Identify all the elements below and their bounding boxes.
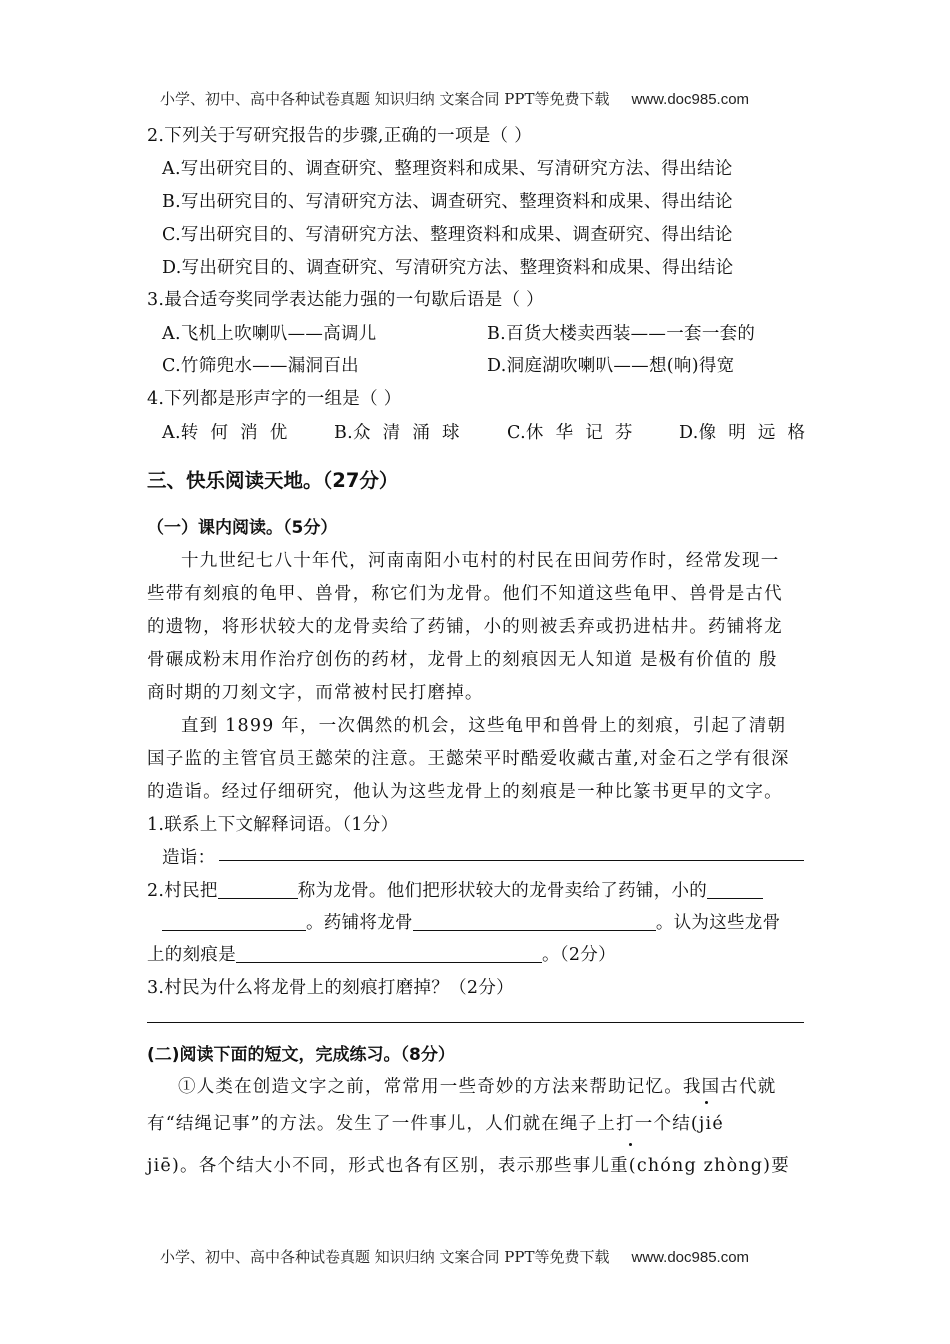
question-3-option-c: C.竹筛兜水——漏洞百出	[162, 356, 359, 376]
passage-2-line-1: ①人类在创造文字之前，常常用一些奇妙的方法来帮助记忆。我国古代就	[178, 1077, 777, 1097]
page-footer	[160, 1246, 749, 1267]
question-4-option-b: B.众 清 涌 球	[334, 423, 460, 443]
question-2-option-c: C.写出研究目的、写清研究方法、整理资料和成果、调查研究、得出结论	[162, 225, 733, 245]
q2-text-e: 上的刻痕是	[147, 945, 236, 965]
part-1-question-2-line-3	[147, 941, 616, 966]
q2-text-d: 。认为这些龙骨	[655, 913, 781, 933]
passage-1-line-7: 国子监的主管官员王懿荣的注意。王懿荣平时酷爱收藏古董,对金石之学有很深	[147, 749, 790, 769]
passage-1-line-2: 些带有刻痕的龟甲、兽骨，称它们为龙骨。他们不知道这些龟甲、兽骨是古代	[147, 584, 783, 604]
emphasis-dot-2	[629, 1143, 632, 1146]
question-3-option-d: D.洞庭湖吹喇叭——想(响)得宽	[487, 356, 735, 376]
question-2-option-b: B.写出研究目的、写清研究方法、调查研究、整理资料和成果、得出结论	[162, 192, 733, 212]
passage-2-line-3: jiē)。各个结大小不同，形式也各有区别，表示那些事儿重(chóng zhòng)要	[147, 1156, 790, 1176]
question-3-stem: 3.最合适夸奖同学表达能力强的一句歇后语是（ ）	[147, 290, 544, 310]
passage-2-line-2: 有“结绳记事”的方法。发生了一件事儿，人们就在绳子上打一个结(jié	[147, 1114, 724, 1134]
question-4-option-c: C.休 华 记 芬	[507, 423, 633, 443]
answer-blank-2b[interactable]	[162, 912, 306, 931]
passage-1-line-8: 的造诣。经过仔细研究，他认为这些龙骨上的刻痕是一种比篆书更早的文字。	[147, 782, 783, 802]
answer-blank-3[interactable]	[413, 912, 656, 931]
q2-text-a: 2.村民把	[147, 881, 218, 901]
answer-line-q3[interactable]	[147, 1022, 804, 1023]
passage-1-line-3: 的遗物，将形状较大的龙骨卖给了药铺，小的则被丢弃或扔进枯井。药铺将龙	[147, 617, 783, 637]
question-3-option-a: A.飞机上吹喇叭——高调儿	[162, 324, 377, 344]
footer-url: www.doc985.com	[631, 1249, 750, 1266]
answer-blank-4[interactable]	[236, 944, 542, 963]
section-3-title: 三、快乐阅读天地。（27分）	[147, 469, 399, 492]
question-2-option-d: D.写出研究目的、调查研究、写清研究方法、整理资料和成果、得出结论	[162, 258, 734, 278]
question-3-option-b: B.百货大楼卖西装——一套一套的	[487, 324, 756, 344]
answer-blank-2a[interactable]	[707, 880, 763, 899]
question-4-stem: 4.下列都是形声字的一组是（ ）	[147, 389, 402, 409]
answer-line-zaoyi[interactable]	[219, 860, 804, 861]
question-2-option-a: A.写出研究目的、调查研究、整理资料和成果、写清研究方法、得出结论	[162, 159, 733, 179]
question-4-option-a: A.转 何 消 优	[162, 423, 288, 443]
answer-blank-1[interactable]	[218, 880, 298, 899]
footer-text: 小学、初中、高中各种试卷真题 知识归纳 文案合同 PPT等免费下载	[160, 1248, 610, 1266]
zaoyi-label: 造诣：	[162, 848, 216, 868]
part-1-question-2-line-2	[162, 909, 780, 934]
passage-1-line-4: 骨碾成粉末用作治疗创伤的药材，龙骨上的刻痕因无人知道 是极有价值的 殷	[147, 650, 778, 670]
q2-text-f: 。（2分）	[542, 945, 616, 965]
header-text: 小学、初中、高中各种试卷真题 知识归纳 文案合同 PPT等免费下载	[160, 90, 610, 108]
passage-1-line-6: 直到 1899 年，一次偶然的机会，这些龟甲和兽骨上的刻痕，引起了清朝	[181, 716, 787, 736]
question-2-stem: 2.下列关于写研究报告的步骤,正确的一项是（ ）	[147, 126, 533, 146]
question-4-option-d: D.像 明 远 格	[679, 423, 806, 443]
part-1-question-1: 1.联系上下文解释词语。（1分）	[147, 815, 399, 835]
page-header	[160, 88, 749, 109]
passage-1-line-5: 商时期的刀刻文字，而常被村民打磨掉。	[147, 683, 484, 703]
q2-text-b: 称为龙骨。他们把形状较大的龙骨卖给了药铺，小的	[297, 881, 708, 901]
passage-1-line-1: 十九世纪七八十年代，河南南阳小屯村的村民在田间劳作时，经常发现一	[181, 551, 780, 571]
part-1-question-3: 3.村民为什么将龙骨上的刻痕打磨掉？（2分）	[147, 978, 514, 998]
q2-text-c: 。药铺将龙骨	[306, 913, 413, 933]
part-1-title: （一）课内阅读。（5分）	[147, 518, 338, 538]
part-2-title: (二)阅读下面的短文，完成练习。（8分）	[147, 1045, 455, 1065]
emphasis-dot-1	[705, 1101, 708, 1104]
part-1-question-2-line-1	[147, 877, 763, 902]
header-url: www.doc985.com	[631, 91, 750, 108]
